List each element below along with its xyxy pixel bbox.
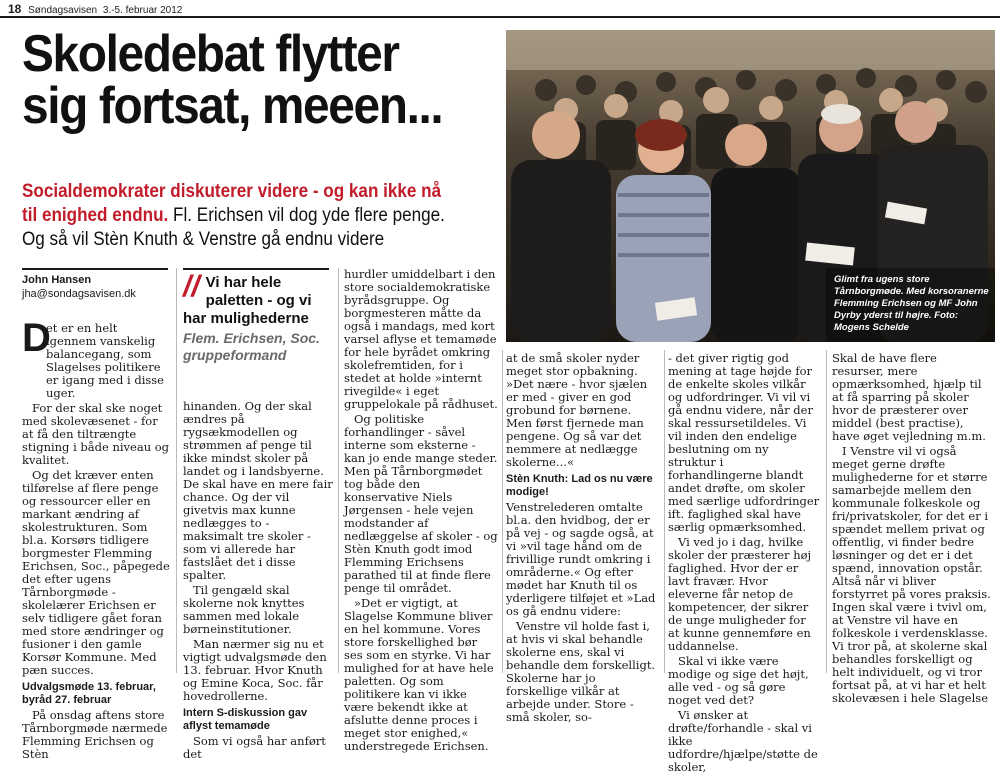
col1-para-2: For der skal ske noget med skolevæsenet - for at få den tiltrængte stigning i både niveau og kvalitet.	[22, 401, 170, 467]
quote-mark-icon: //	[183, 270, 200, 303]
column-1	[22, 316, 170, 763]
pull-quote-text: Vi har hele paletten - og vi har mulighederne	[183, 274, 312, 327]
col1-para-1: et er en helt igennem vanskelig balancegang, som Slagelses politikere er igang med i disse uger.	[46, 321, 164, 400]
top-rule	[0, 16, 1000, 18]
byline-email: jha@sondagsavisen.dk	[22, 288, 136, 300]
column-5	[668, 352, 820, 776]
byline	[22, 268, 168, 301]
photo-caption: Glimt fra ugens store Tårnborgmøde. Med korsoranerne Flemming Erichsen og MF John Dyrby yderst til højre. Foto: Mogens Schelde	[834, 274, 989, 333]
col5-para-4: Vi ønsker at drøfte/forhandle - skal vi ikke udfordre/hjælpe/støtte de skoler,	[668, 708, 818, 774]
column-divider	[176, 268, 177, 673]
col4-para-1: at de små skoler nyder meget stor opbakning. »Det nære - hvor sjælen er med - giver en god grobund for børnene. Men først fjernede man pengene. Og så var det nemmere at nedlægge skolerne...«	[506, 351, 648, 469]
col4-para-2: Venstrelederen omtalte bl.a. den hvidbog, der er på vej - og sagde også, at vi »vil tage hånd om de frivillige rundt omkring i områderne.« Og efter mødet har Knuth til os yderligere tilføjet et »Lad os gå endnu videre:	[506, 500, 656, 618]
col2-subhead: Intern S-diskussion gav aflyst temamøde	[183, 707, 308, 732]
headline: Skoledebat flytter sig fortsat, meeen...	[22, 25, 443, 135]
col3-para-1: hurdler umiddelbart i den store socialdemokratiske byrådsgruppe. Og borgmesteren måtte da også i mandags, med kort varsel aflyse et temamøde for hele byrådet omkring skolefremtiden, for i stedet at holde »internt rivegilde« i eget gruppelokale på rådhuset.	[344, 267, 498, 411]
column-2	[183, 400, 333, 763]
col5-para-3: Skal vi ikke være modige og sige det højt, alle ved - og så gøre noget ved det?	[668, 654, 809, 707]
deck-red: Socialdemokrater diskuterer videre - og kan ikke nå til enighed endnu.	[22, 181, 442, 226]
col1-subhead: Udvalgsmøde 13. februar, byråd 27. februar	[22, 681, 156, 706]
issue-date: 3.-5. februar 2012	[102, 5, 183, 16]
column-divider	[338, 268, 339, 673]
deck-black: Fl. Erichsen vil dog yde flere penge. Og så vil Stèn Knuth & Venstre gå endnu videre	[22, 205, 445, 250]
pull-quote	[183, 268, 329, 364]
col2-para-4: Som vi også har anført det	[183, 734, 326, 761]
column-divider	[826, 350, 827, 673]
col2-para-2: Til gengæld skal skolerne nok knyttes sammen med lokale børneinstitutioner.	[183, 583, 305, 636]
col5-para-2: Vi ved jo i dag, hvilke skoler der præsterer høj faglighed. Hvor der er lavt fravær. Hvor eleverne får netop de kompetencer, der sikrer de unge muligheder for at kunne gennemføre en uddannelse.	[668, 535, 812, 653]
drop-cap: D	[22, 316, 51, 360]
column-6	[832, 352, 992, 707]
publication-name: Søndagsavisen	[28, 5, 98, 16]
deck	[22, 180, 445, 252]
col5-para-1: - det giver rigtig god mening at tage højde for de enkelte skoles vilkår og udfordringer. Vi vil vi gå endnu videre, når der skal ressursetildeles. Vi vil inden den endelige beslutning om ny struktur i forhandlingerne blandt andet drøfte, om skoler med særlige udfordringer ift. faglighed skal have særlig opmærksomhed.	[668, 351, 820, 534]
byline-name: John Hansen	[22, 274, 92, 286]
column-4	[506, 352, 658, 726]
column-divider	[664, 350, 665, 673]
col6-para-1: Skal de have flere resurser, mere opmærksomhed, hjælp til at få sparring på skoler hvor de præsterer over middel (best practise), have øget vejledning m.m.	[832, 351, 986, 443]
pull-quote-source: Flem. Erichsen, Soc. gruppeformand	[183, 330, 320, 363]
column-3	[344, 268, 498, 755]
col3-para-2: Og politiske forhandlinger - såvel interne som eksterne - kan jo ende mange steder. Men på Tårnborgmødet tog både den konservative Niels Jørgensen - hele vejen modstander af nedlæggelse af skoler - og Stèn Knuth godt imod Flemming Erichsens parathed til at finde flere penge til området.	[344, 412, 498, 595]
col1-para-3: Og det kræver enten tilførelse af flere penge og ressourcer eller en markant ændring af skolestrukturen. Som bl.a. Korsørs tidligere borgmester Flemming Erichsen, Soc., påpegede det efter ugens Tårnborgmøde - skolelærer Erichsen er selv tidligere gået foran med store ændringer og fusioner i den gamle Korsør Kommune. Med pæn succes.	[22, 468, 170, 677]
page-folio	[8, 2, 182, 16]
col3-para-3: »Det er vigtigt, at Slagelse Kommune bliver en hel kommune. Vores store forskellighed bør ses som en styrke. Vi har mulighed for at have hele paletten. Og som politikere kan vi ikke være bekendt ikke at afslutte denne proces i meget stor enighed,« understregede Erichsen.	[344, 596, 494, 753]
col4-subhead: Stèn Knuth: Lad os nu være modige!	[506, 473, 653, 498]
column-divider	[502, 350, 503, 673]
col1-para-4: På onsdag aftens store Tårnborgmøde nærmede Flemming Erichsen og Stèn	[22, 708, 168, 761]
col6-para-2: I Venstre vil vi også meget gerne drøfte mulighederne for et større samarbejde mellem den kommunale folkeskole og fri/privatskoler, for det er i spændet mellem privat og offentlig, vi finder bedre løsninger og det er i det spænd, innovation opstår. Altså når vi bliver forstyrret på vores praksis. Ingen skal være i tvivl om, at Venstre vil have en folkeskole i verdensklasse. Vi tror på, at skolerne skal behandles forskelligt og helt individuelt, og vi tror fortsat på, at vi har et helt skolevæsen i hele Slagelse	[832, 444, 991, 705]
col4-para-3: Venstre vil holde fast i, at hvis vi skal behandle skolerne ens, skal vi behandle dem forskelligt. Skolerne har jo forskellige vilkår at arbejde under. Store - små skoler, so-	[506, 619, 656, 724]
col2-para-1: hinanden. Og der skal ændres på rygsækmodellen og strømmen af penge til ikke mindst skoler på landet og i landsbyerne. De skal have en mere fair chance. Og der vil givetvis max kunne nedlægges to - maksimalt tre skoler - som vi allerede har fastslået det i disse spalter.	[183, 399, 333, 582]
page-number: 18	[8, 2, 22, 16]
col2-para-3: Man nærmer sig nu et vigtigt udvalgsmøde den 13. februar. Hvor Knuth og Emine Koca, Soc. får hovedrollerne.	[183, 637, 327, 703]
